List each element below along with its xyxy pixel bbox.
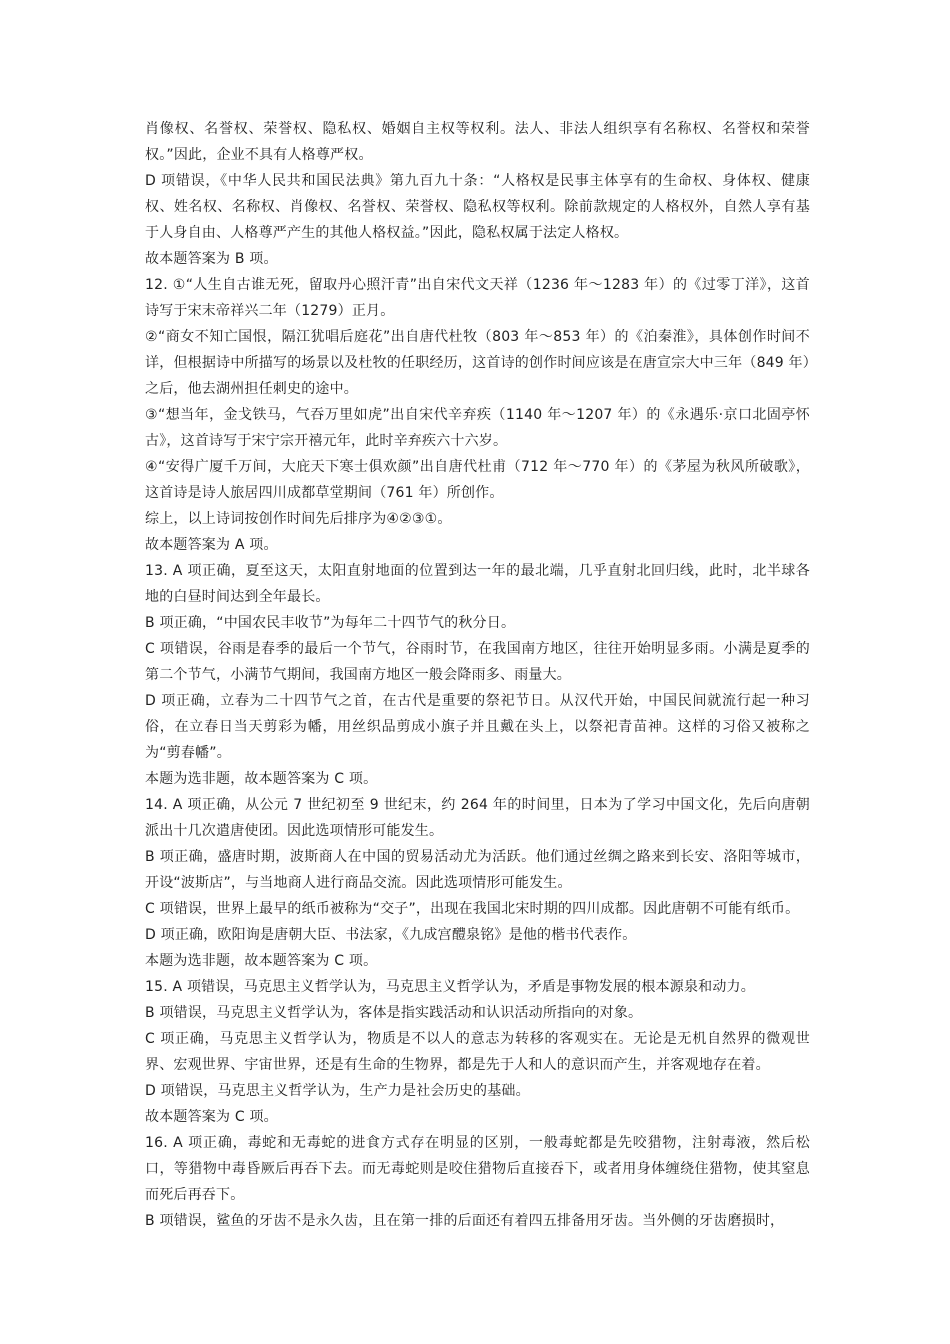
paragraph: B 项错误，鲨鱼的牙齿不是永久齿，且在第一排的后面还有着四五排备用牙齿。当外侧的牙齿磨损时， [145,1213,785,1229]
paragraph: 本题为选非题，故本题答案为 C 项。 [145,771,378,787]
paragraph: B 项错误，马克思主义哲学认为，客体是指实践活动和认识活动所指向的对象。 [145,1005,643,1021]
paragraph: 综上，以上诗词按创作时间先后排序为④②③①。 [145,511,452,527]
paragraph: D 项错误，《中华人民共和国民法典》第九百九十条：“人格权是民事主体享有的生命权、身体权、健康权、姓名权、名称权、肖像权、名誉权、荣誉权、隐私权等权利。除前款规定的人格权外，自然人享有基于人身自由、人格尊严产生的其他人格权益。”因此，隐私权属于法定人格权。 [145,173,810,241]
paragraph: 肖像权、名誉权、荣誉权、隐私权、婚姻自主权等权利。法人、非法人组织享有名称权、名誉权和荣誉权。”因此，企业不具有人格尊严权。 [145,121,810,163]
paragraph: 16. A 项正确，毒蛇和无毒蛇的进食方式存在明显的区别，一般毒蛇都是先咬猎物，注射毒液，然后松口，等猎物中毒昏厥后再吞下去。而无毒蛇则是咬住猎物后直接吞下，或者用身体缠绕住猎物，使其窒息而死后再吞下。 [145,1135,810,1203]
paragraph: 故本题答案为 B 项。 [145,251,278,267]
paragraph: ④“安得广厦千万间，大庇天下寒士俱欢颜”出自唐代杜甫（712 年～770 年）的《茅屋为秋风所破歌》，这首诗是诗人旅居四川成都草堂期间（761 年）所创作。 [145,459,810,501]
paragraph: ②“商女不知亡国恨，隔江犹唱后庭花”出自唐代杜牧（803 年～853 年）的《泊秦淮》，具体创作时间不详，但根据诗中所描写的场景以及杜牧的任职经历，这首诗的创作时间应该是在唐宣宗大中三年（849 年）之后，他去湖州担任刺史的途中。 [145,329,810,397]
paragraph: D 项正确，欧阳询是唐朝大臣、书法家，《九成宫醴泉铭》是他的楷书代表作。 [145,927,637,943]
paragraph: C 项错误，世界上最早的纸币被称为“交子”，出现在我国北宋时期的四川成都。因此唐朝不可能有纸币。 [145,901,800,917]
paragraph: D 项错误，马克思主义哲学认为，生产力是社会历史的基础。 [145,1083,530,1099]
paragraph: 15. A 项错误，马克思主义哲学认为，马克思主义哲学认为，矛盾是事物发展的根本源泉和动力。 [145,979,755,995]
paragraph: 12. ①“人生自古谁无死，留取丹心照汗青”出自宋代文天祥（1236 年～1283 年）的《过零丁洋》，这首诗写于宋末帝祥兴二年（1279）正月。 [145,277,810,319]
document-page [145,116,810,1234]
paragraph: D 项正确，立春为二十四节气之首，在古代是重要的祭祀节日。从汉代开始，中国民间就流行起一种习俗，在立春日当天剪彩为幡，用丝织品剪成小旗子并且戴在头上，以祭祀青苗神。这样的习俗又被称之为“剪春幡”。 [145,693,810,761]
paragraph: ③“想当年，金戈铁马，气吞万里如虎”出自宋代辛弃疾（1140 年～1207 年）的《永遇乐·京口北固亭怀古》，这首诗写于宋宁宗开禧元年，此时辛弃疾六十六岁。 [145,407,811,449]
paragraph: 故本题答案为 C 项。 [145,1109,278,1125]
paragraph: C 项正确，马克思主义哲学认为，物质是不以人的意志为转移的客观实在。无论是无机自然界的微观世界、宏观世界、宇宙世界，还是有生命的生物界，都是先于人和人的意识而产生，并客观地存在着。 [145,1031,810,1073]
paragraph: 故本题答案为 A 项。 [145,537,278,553]
paragraph: 本题为选非题，故本题答案为 C 项。 [145,953,378,969]
paragraph: 13. A 项正确，夏至这天，太阳直射地面的位置到达一年的最北端，几乎直射北回归线，此时，北半球各地的白昼时间达到全年最长。 [145,563,810,605]
paragraph: C 项错误，谷雨是春季的最后一个节气，谷雨时节，在我国南方地区，往往开始明显多雨。小满是夏季的第二个节气，小满节气期间，我国南方地区一般会降雨多、雨量大。 [145,641,810,683]
paragraph: B 项正确，“中国农民丰收节”为每年二十四节气的秋分日。 [145,615,516,631]
paragraph: 14. A 项正确，从公元 7 世纪初至 9 世纪末，约 264 年的时间里，日本为了学习中国文化，先后向唐朝派出十几次遣唐使团。因此选项情形可能发生。 [145,797,810,839]
paragraph: B 项正确，盛唐时期，波斯商人在中国的贸易活动尤为活跃。他们通过丝绸之路来到长安、洛阳等城市，开设“波斯店”，与当地商人进行商品交流。因此选项情形可能发生。 [145,849,810,891]
